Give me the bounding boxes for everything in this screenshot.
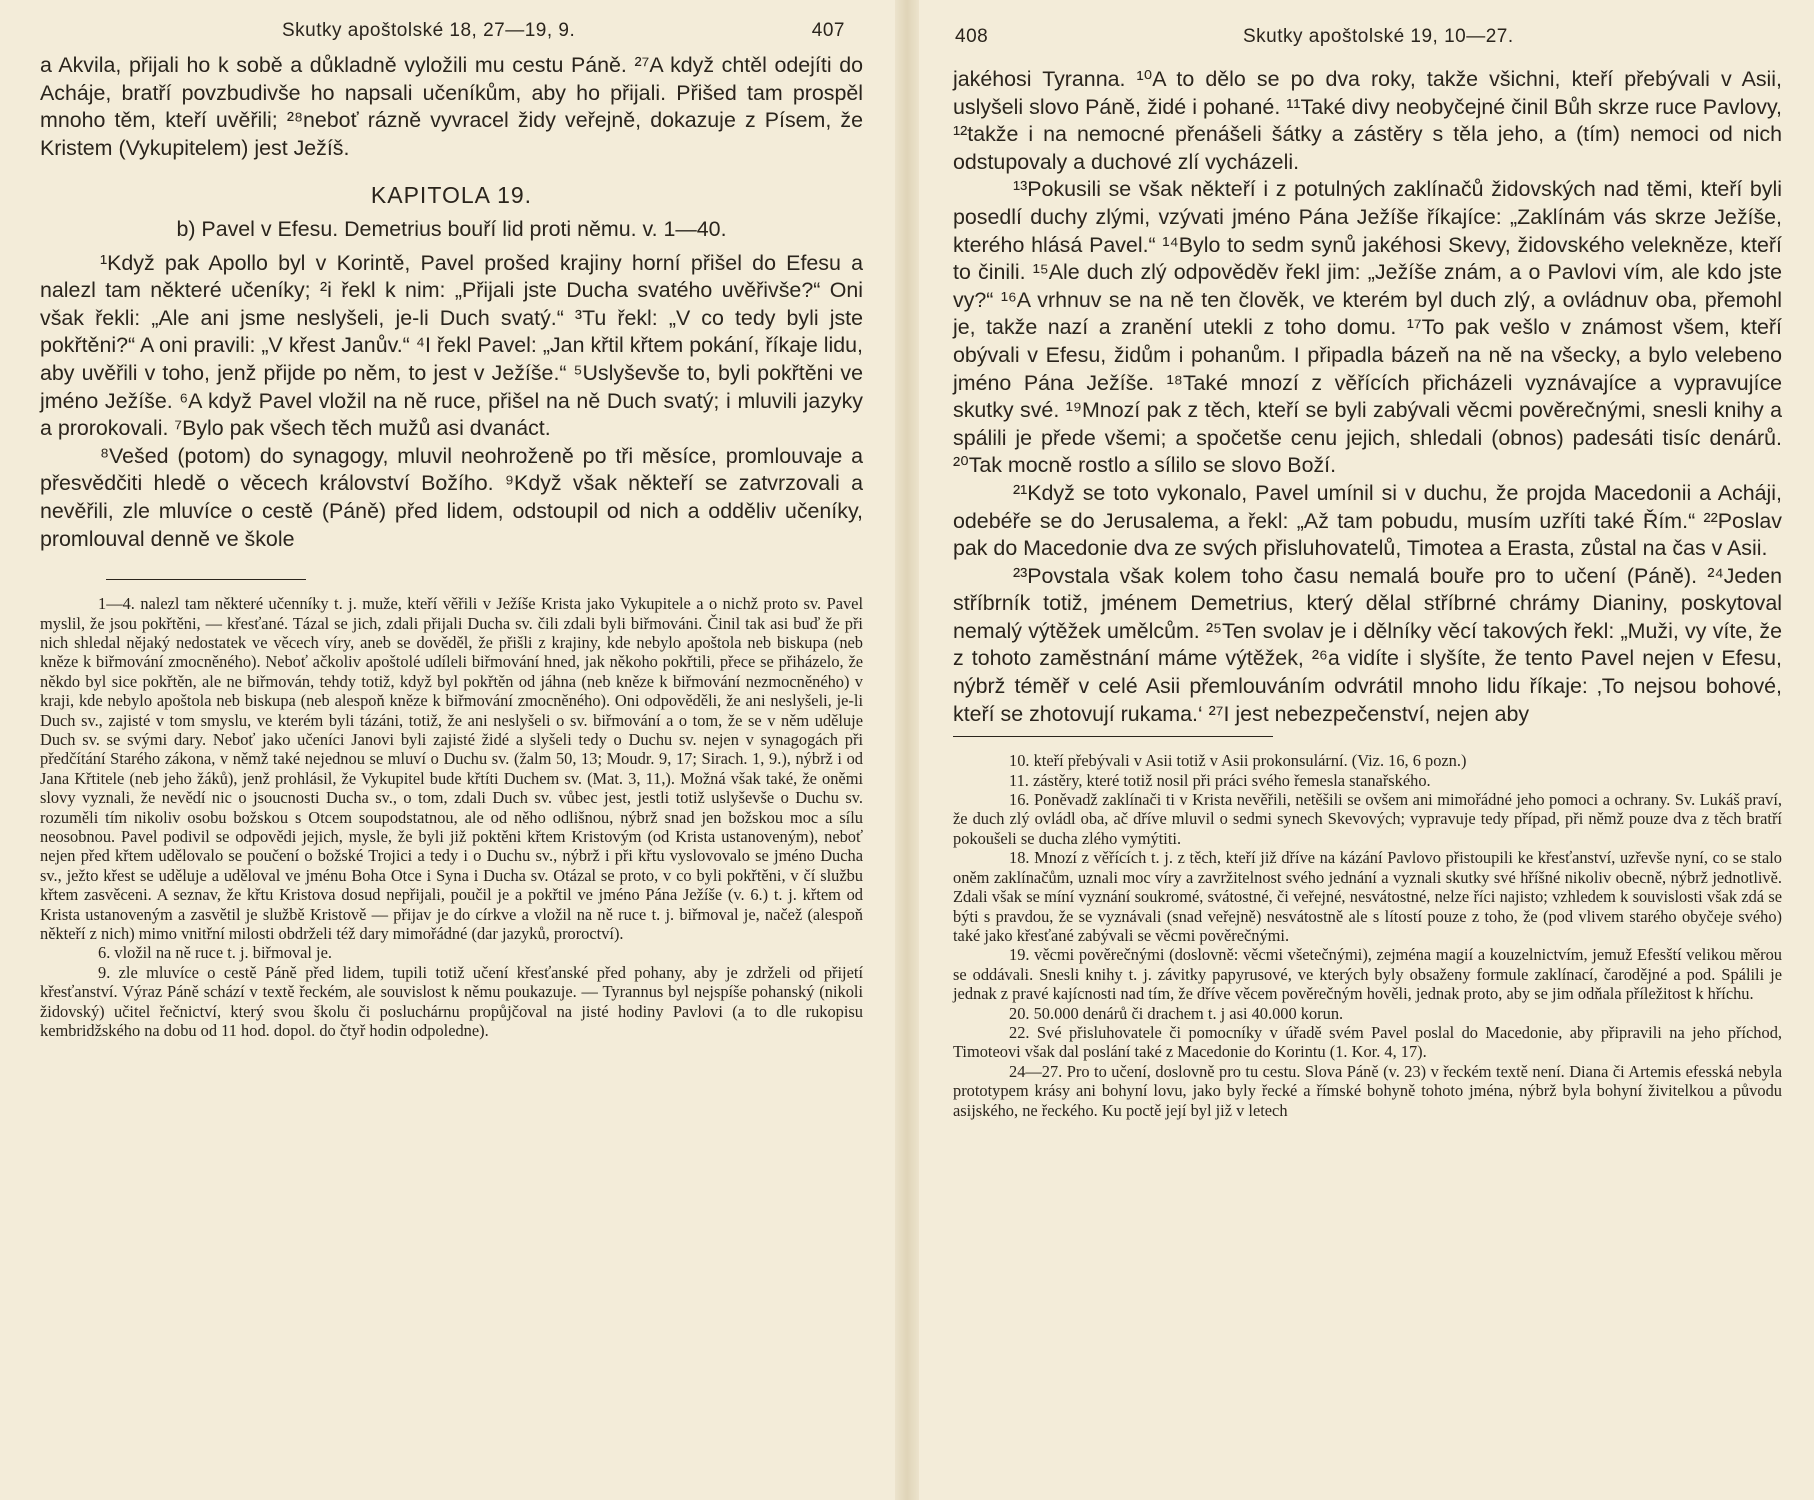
section-heading: b) Pavel v Efesu. Demetrius bouří lid proti němu. v. 1—40. <box>176 216 727 241</box>
right-paragraph-3: ²³Povstala však kolem toho času nemalá bouře pro to učení (Páně). ²⁴Jeden stříbrník totiž, jménem Demetrius, který dělal stříbrné chrámy Dianiny, poskytoval nemalý výtěžek umělcům. ²⁵Ten svolav je i dělníky věcí takových řekl: „Muži, vy víte, že z tohoto zaměstnání máme výtěžek, ²⁶a vidíte i slyšíte, že tento Pavel nejen v Efesu, nýbrž téměř v celé Asii přemlouváním odvrátil mnoho lidu říkaje: ‚To nejsou bohové, kteří se zhotovují rukama.‘ ²⁷I jest nebezpečenství, nejen aby <box>953 563 1782 726</box>
right-running-title: Skutky apoštolské 19, 10—27. <box>1243 26 1514 47</box>
left-page <box>0 0 895 1500</box>
footnote: 24—27. Pro to učení, doslovně pro tu cestu. Slova Páně (v. 23) v řeckém textě není. Diana či Artemis efesská nebyla prototypem krásy ani bohyní lovu, jako byly řecké a římské bohyně tohoto jména, nýbrž byla bohyní živitelkou a původu asijského, ne řeckého. Ku poctě její byl již v letech <box>953 1061 1782 1120</box>
footnote: 6. vložil na ně ruce t. j. biřmoval je. <box>98 943 332 963</box>
left-page-number: 407 <box>811 20 845 41</box>
footnote: 11. zástěry, které totiž nosil při práci svého řemesla stanařského. <box>1009 770 1431 790</box>
left-paragraph-2: ⁸Vešed (potom) do synagogy, mluvil neohroženě po tři měsíce, promlouvaje a přesvědčiti hledě o věcech království Božího. ⁹Když však někteří se zatvrzovali a nevěřili, zle mluvíce o cestě (Páně) před lidem, odstoupil od nich a odděliv učeníky, promlouval denně ve škole <box>40 443 863 551</box>
right-page-number: 408 <box>955 26 989 47</box>
footnote: 1—4. nalezl tam některé učenníky t. j. muže, kteří věřili v Ježíše Krista jako Vykupitele a o nichž proto sv. Pavel myslil, že jsou pokřtěni, — křesťané. Tázal se jich, zdali přijali Ducha sv. čili zdali byli biřmováni. Činil tak asi buď že při nich shledal nějaký nedostatek ve věcech víry, aneb se dověděl, že přišli z krajiny, kde nebylo apoštola neb biskupa (neb kněze k biřmování zmocněného). Neboť ačkoliv apoštolé udíleli biřmování hned, jak někoho pokřtili, přece se přiházelo, že někdo byl sice pokřtěn, ale ne biřmován, tehdy totiž, když byl pokřtěn od jáhna (neb kněze k biřmování nezmocněného) v kraji, kde nebylo apoštola neb biskupa (neb alespoň kněze k biřmování zmocněného). Oni odpověděli, že ani neslyšeli, je-li Duch sv., zajisté v tom smyslu, ve kterém byli tázáni, totiž, že ani neslyšeli o sv. biřmování a o tom, že se v něm uděluje Duch sv. se svými dary. Neboť jako učeníci Janovi byli zajisté židé a slyšeli tedy o Duchu sv. nejen v synagogách při předčítání Starého zákona, v němž také nejednou se mluví o Duchu sv. (žalm 50, 13; Moudr. 9, 17; Sirach. 1, 9.), nýbrž i od Jana Křtitele (neb jeho žáků), jenž prohlásil, že Vykupitel bude křtíti Duchem sv. (Mat. 3, 11,). Možná však také, že oněmi slovy vyznali, že nevědí nic o jsoucnosti Ducha sv., o tom, zdali Duch sv. vůbec jest, jestli totiž uslyševše o Duchu sv. rozuměli tím nikoliv osobu božskou s Otcem soupodstatnou, ale od něho odlišnou, nýbrž snad jen božskou moc a sílu neosobnou. Pavel podivil se odpovědi jejich, mysle, že byli již poktěni křtem Kristovým (od Krista ustanoveným), neboť nejen před křtem udělovalo se poučení o božské Trojici a tedy i o Duchu sv., nýbrž i při křtu vyslovovalo se jméno Ducha sv., ježto křest se uděluje a uděloval ve jménu Boha Otce i Syna i Ducha sv. Otázal se proto, v co byli pokřtěni, v čí službu křtem zasvěceni. A seznav, že křtu Kristova dosud nepřijali, poučil je a pokřtil ve jméno Pána Ježíše (v. 6.) t. j. křtem od Krista ustanoveným a zasvětil je službě Kristově — přijav je do církve a vložil na ně ruce t. j. biřmoval je, načež (alespoň někteří z nich) mimo vnitřní milosti obdrželi též dary mimořádné (dar jazyků, proroctví). <box>40 594 863 943</box>
left-opening-paragraph: a Akvila, přijali ho k sobě a důkladně vyložili mu cestu Páně. ²⁷A když chtěl odejíti do Acháje, bratří povzbudivše ho napsali učeníkům, aby ho přijali. Přišed tam prospěl mnoho těm, kteří uvěřili; ²⁸neboť rázně vyvracel židy veřejně, dokazuje z Písem, že Kristem (Vykupitelem) jest Ježíš. <box>40 53 863 160</box>
right-running-head <box>953 18 1782 52</box>
footnote: 18. Mnozí z věřících t. j. z těch, kteří již dříve na kázání Pavlovo přistoupili ke křesťanství, uzřevše nyní, co se stalo oněm zaklínačům, uznali moc víry a zavržitelnost svého jednání a vyznali skutky své hříšné nikoliv obecně, nýbrž jednotlivě. Zdali však se míní vyznání soukromé, svátostné, či veřejné, nesvátostné, nelze říci najisto; vzhledem k souvislosti však zdá se býti s pravdou, že se vyznávali (snad veřejně) nesvátostně ale s lítostí pouze z toho, že (pod vlivem starého obyčeje svého) také jako křesťané zabývali se věcmi pověrečnými. <box>953 848 1782 945</box>
left-running-head <box>40 18 863 52</box>
left-running-title: Skutky apoštolské 18, 27—19, 9. <box>282 20 576 41</box>
chapter-heading: KAPITOLA 19. <box>370 182 533 209</box>
footnote-rule <box>106 579 306 580</box>
footnote: 20. 50.000 denárů či drachem t. j asi 40.000 korun. <box>1009 1003 1344 1023</box>
left-paragraph-1: ¹Když pak Apollo byl v Korintě, Pavel prošed krajiny horní přišel do Efesu a nalezl tam některé učeníky; ²i řekl k nim: „Přijali jste Ducha svatého uvěřivše?“ Oni však řekli: „Ale ani jsme neslyšeli, je-li Duch svatý.“ ³Tu řekl: „V co tedy byli jste pokřtěni?“ A oni pravili: „V křest Janův.“ ⁴I řekl Pavel: „Jan křtil křtem pokání, říkaje lidu, aby uvěřili v toho, jenž přijde po něm, to jest v Ježíše.“ ⁵Uslyševše to, byli pokřtěni ve jméno Ježíše. ⁶A když Pavel vložil na ně ruce, přišel na ně Duch svatý; i mluvili jazyky a prorokovali. ⁷Bylo pak všech těch mužů asi dvanáct. <box>40 250 863 441</box>
left-body-text <box>40 52 863 553</box>
right-body-text <box>953 66 1782 728</box>
left-footnotes <box>40 594 863 1040</box>
footnote: 16. Poněvadž zaklínači ti v Krista nevěřili, netěšili se ovšem ani mimořádné jeho pomoci a ochrany. Sv. Lukáš praví, že duch zlý ovládl oba, ač dříve mluvil o sedmi synech Skevových; vypravuje tedy případ, při němž pouze dva z těch bratří pokoušeli se ducha zlého vymýtiti. <box>953 790 1782 848</box>
book-gutter <box>895 0 919 1500</box>
footnote: 10. kteří přebývali v Asii totiž v Asii prokonsulární. (Viz. 16, 6 pozn.) <box>1009 751 1467 771</box>
right-paragraph-1: ¹³Pokusili se však někteří i z potulných zaklínačů židovských nad těmi, kteří byli posedlí duchy zlými, vzývati jméno Pána Ježíše říkajíce: „Zaklínám vás skrze Ježíše, kterého hlásá Pavel.“ ¹⁴Bylo to sedm synů jakéhosi Skevy, židovského velekněze, kteří to činili. ¹⁵Ale duch zlý odpověděv řekl jim: „Ježíše znám, a o Pavlovi vím, ale kdo jste vy?“ ¹⁶A vrhnuv se na ně ten člověk, ve kterém byl duch zlý, a ovládnuv oba, přemohl je, takže nazí a zranění utekli z toho domu. ¹⁷To pak vešlo v známost všem, kteří obývali v Efesu, židům i pohanům. I připadla bázeň na ně na všecky, a bylo velebeno jméno Pána Ježíše. ¹⁸Také mnozí z věřících přicházeli vyznávajíce a vypravujíce skutky své. ¹⁹Mnozí pak z těch, kteří se byli zabývali věcmi pověrečnými, snesli knihy a spálili je přede všemi; a spočetše cenu jejich, shledali (obnos) padesáti tisíc denárů. ²⁰Tak mocně rostlo a sílilo se slovo Boží. <box>953 177 1782 478</box>
footnote: 9. zle mluvíce o cestě Páně před lidem, tupili totiž učení křesťanské před pohany, aby je zdrželi od přijetí křesťanství. Výraz Páně schází v textě řeckém, ale souvislost k němu poukazuje. — Tyrannus byl nejspíše pohanský (nikoli židovský) učitel řečnictví, který svou školu či posluchárnu propůjčoval na jisté hodiny Pavlovi (a to dle rukopisu kembridžského na dobu od 11 hod. dopol. do čtyř hodin odpoledne). <box>40 962 863 1041</box>
footnote: 19. věcmi pověrečnými (doslovně: věcmi všetečnými), zejména magií a kouzelnictvím, jemuž Efesští velikou měrou se oddávali. Snesli knihy t. j. závitky papyrusové, ve kterých byly obsaženy formule zaklínací, čarodějné a pod. Spálili je jednak z pravé kajícnosti nad tím, že dříve věcem pověrečným hověli, jednak proto, aby se jim odňala příležitost k hříchu. <box>953 945 1782 1004</box>
footnote: 22. Své přisluhovatele či pomocníky v úřadě svém Pavel poslal do Macedonie, aby připravili na jeho příchod, Timoteovi však dal poslání také z Macedonie do Korintu (1. Kor. 4, 17). <box>953 1022 1782 1062</box>
right-opening-paragraph: jakéhosi Tyranna. ¹⁰A to dělo se po dva roky, takže všichni, kteří přebývali v Asii, uslyšeli slovo Páně, židé i pohané. ¹¹Také divy neobyčejné činil Bůh skrze ruce Pavlovy, ¹²takže i na nemocné přenášeli šátky a zástěry s těla jeho, a (tím) nemoci od nich odstupovaly a duchové zlí vycházeli. <box>953 67 1782 174</box>
right-footnotes <box>953 751 1782 1120</box>
right-paragraph-2: ²¹Když se toto vykonalo, Pavel umínil si v duchu, že projda Macedonii a Acháji, odebéře se do Jerusalema, a řekl: „Až tam pobudu, musím uzříti také Řím.“ ²²Poslav pak do Macedonie dva ze svých přisluhovatelů, Timotea a Erasta, zůstal na čas v Asii. <box>953 480 1782 561</box>
footnote-rule <box>953 736 1273 737</box>
right-page <box>919 0 1814 1500</box>
